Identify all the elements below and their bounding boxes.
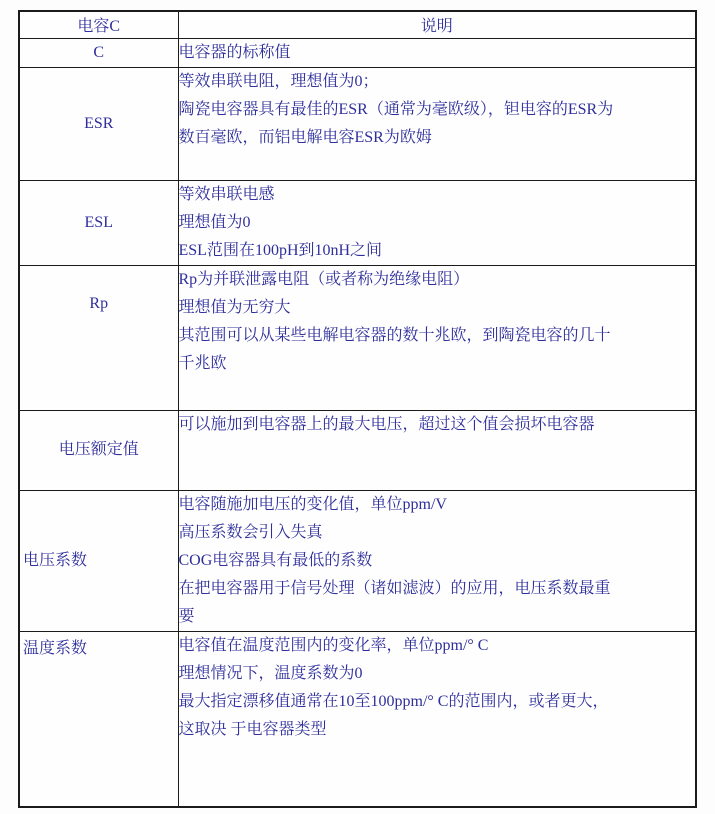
header-row xyxy=(19,11,696,38)
desc-line: 高压系数会引入失真 xyxy=(178,523,323,541)
row-label: ESR xyxy=(19,67,178,180)
row-label: 电压额定值 xyxy=(19,410,178,490)
row-description xyxy=(178,38,696,67)
desc-line: Rp为并联泄露电阻（或者称为绝缘电阻） xyxy=(178,270,470,288)
table-row-voltage-coefficient xyxy=(19,490,696,631)
row-description xyxy=(178,265,696,410)
desc-line: COG电容器具有最低的系数 xyxy=(178,551,373,569)
header-cell-param: 电容C xyxy=(19,11,178,38)
desc-line: 陶瓷电容器具有最佳的ESR（通常为毫欧级），钽电容的ESR为 xyxy=(178,100,614,118)
desc-line: 要 xyxy=(178,607,195,625)
capacitor-parameters-table xyxy=(18,10,697,808)
table-row-temperature-coefficient xyxy=(19,631,696,807)
desc-line: 电容值在温度范围内的变化率，单位ppm/° C xyxy=(178,636,489,654)
desc-line: 在把电容器用于信号处理（诸如滤波）的应用，电压系数最重 xyxy=(178,579,611,597)
table-row-c xyxy=(19,38,696,67)
desc-line: 等效串联电阻，理想值为0； xyxy=(178,72,379,90)
desc-line: 电容随施加电压的变化值，单位ppm/V xyxy=(178,495,447,513)
row-description xyxy=(178,631,696,807)
desc-line: 可以施加到电容器上的最大电压，超过这个值会损坏电容器 xyxy=(178,415,595,433)
table-row-rp xyxy=(19,265,696,410)
desc-line: 其范围可以从某些电解电容器的数十兆欧，到陶瓷电容的几十 xyxy=(178,326,611,344)
desc-line: 数百毫欧，而铝电解电容ESR为欧姆 xyxy=(178,128,432,146)
desc-line: 理想值为0 xyxy=(178,213,251,231)
row-description xyxy=(178,490,696,631)
desc-line: 千兆欧 xyxy=(178,354,227,372)
desc-line: 这取决 于电容器类型 xyxy=(178,720,327,738)
desc-line: 等效串联电感 xyxy=(178,185,275,203)
table-row-voltage-rating xyxy=(19,410,696,490)
row-label: 温度系数 xyxy=(19,631,178,807)
row-label: 电压系数 xyxy=(19,490,178,631)
row-label: Rp xyxy=(19,265,178,410)
table-row-esl xyxy=(19,180,696,265)
row-description xyxy=(178,180,696,265)
row-label: ESL xyxy=(19,180,178,265)
table-row-esr xyxy=(19,67,696,180)
desc-line: 理想情况下，温度系数为0 xyxy=(178,664,363,682)
row-description xyxy=(178,410,696,490)
header-cell-desc: 说明 xyxy=(178,11,696,38)
desc-line: 最大指定漂移值通常在10至100ppm/° C的范围内，或者更大， xyxy=(178,692,609,710)
desc-line: 理想值为无穷大 xyxy=(178,298,291,316)
desc-line: ESL范围在100pH到10nH之间 xyxy=(178,241,383,259)
row-label: C xyxy=(19,38,178,67)
row-description xyxy=(178,67,696,180)
desc-line: 电容器的标称值 xyxy=(178,43,291,61)
